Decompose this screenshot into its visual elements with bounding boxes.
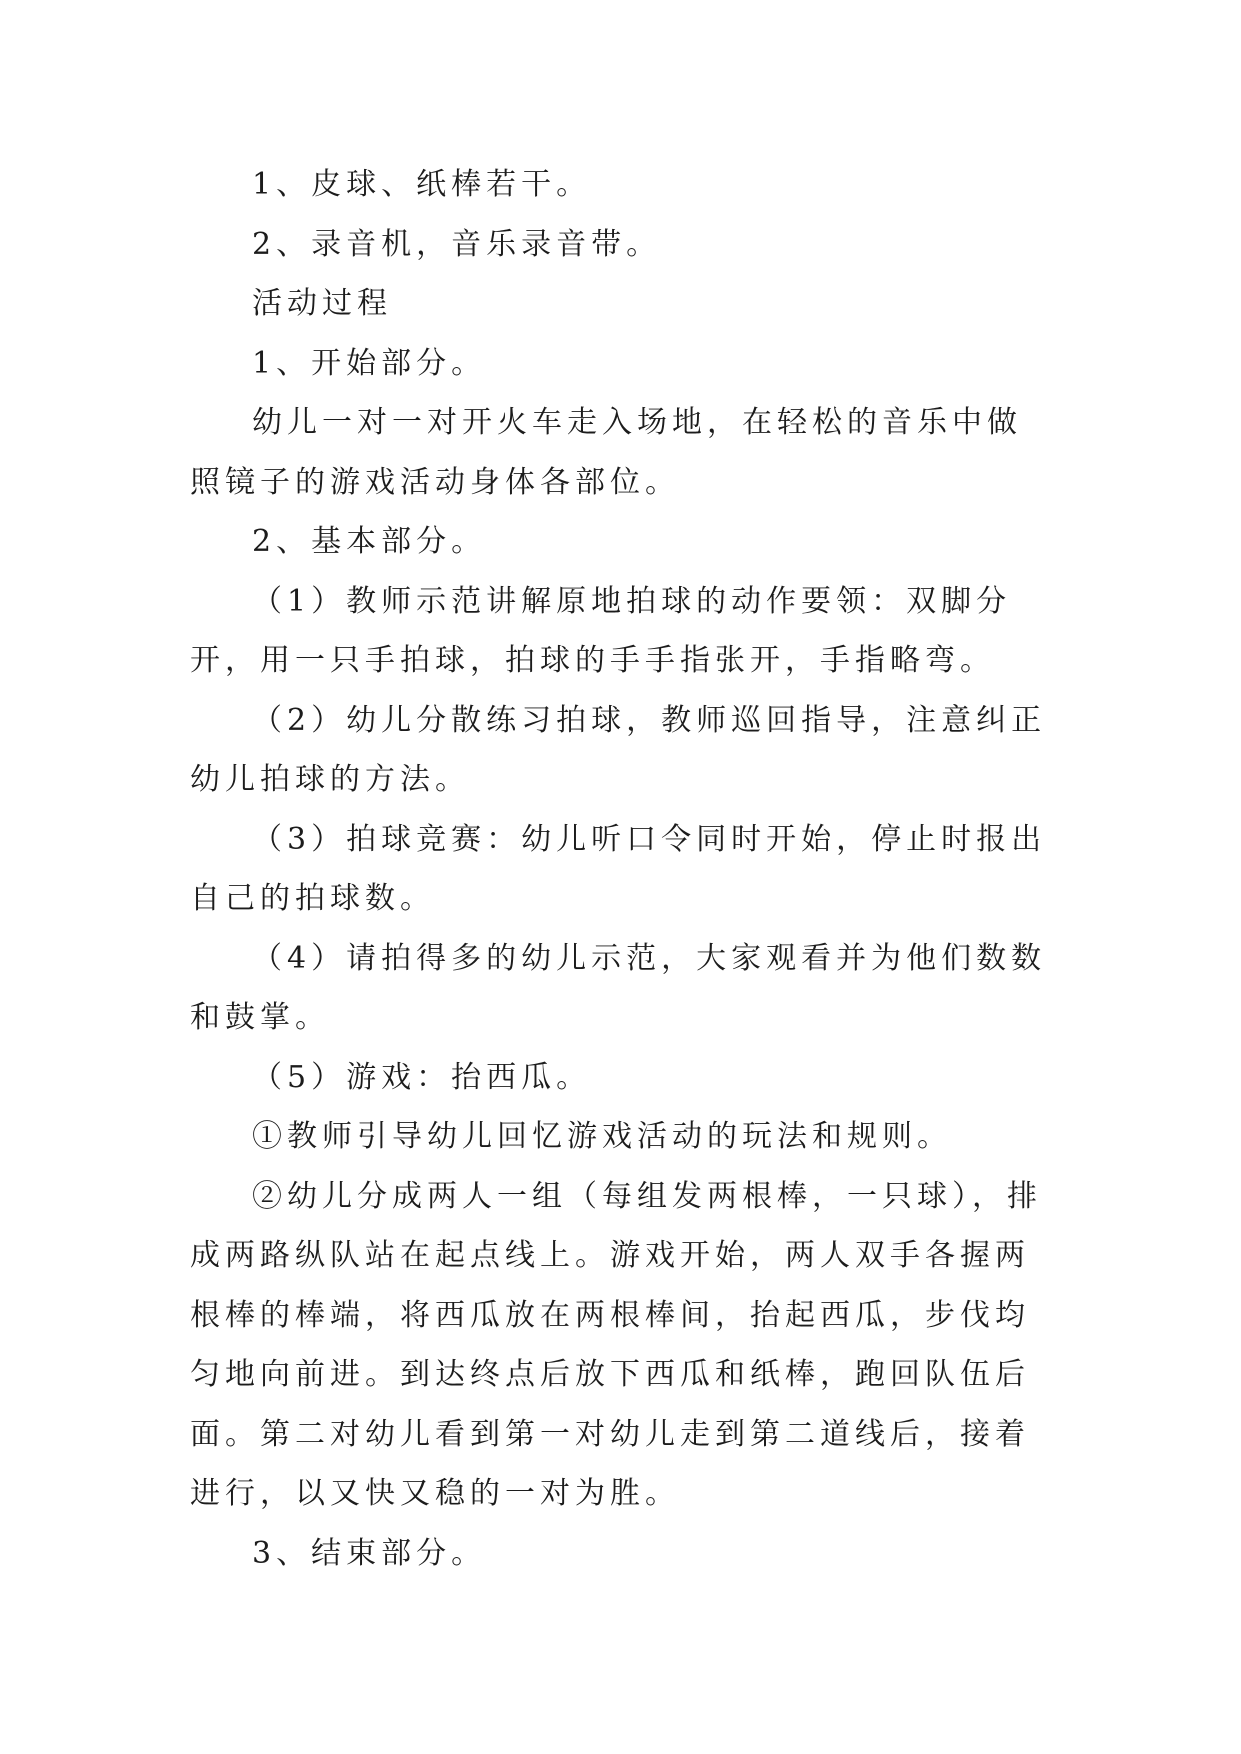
- paragraph-step-5: （5）游戏：抬西瓜。: [252, 1059, 592, 1095]
- paragraph-start-desc: 幼儿一对一对开火车走入场地，在轻松的音乐中做照镜子的游戏活动身体各部位。: [190, 405, 1022, 500]
- paragraph-game-rule-2: ②幼儿分成两人一组（每组发两根棒，一只球），排成两路纵队站在起点线上。游戏开始，两人双手各握两根棒的棒端，将西瓜放在两根棒间，抬起西瓜，步伐均匀地向前进。到达终点后放下西瓜和纸棒，跑回队伍后面。第二对幼儿看到第一对幼儿走到第二道线后，接着进行，以又快又稳的一对为胜。: [190, 1178, 1042, 1511]
- paragraph-materials-2: 2、录音机，音乐录音带。: [252, 226, 662, 262]
- paragraph-materials-1: 1、皮球、纸棒若干。: [252, 167, 592, 202]
- paragraph-step-1: （1）教师示范讲解原地拍球的动作要领：双脚分开，用一只手拍球，拍球的手手指张开，手指略弯。: [190, 583, 1012, 678]
- paragraph-basic-part: 2、基本部分。: [252, 524, 487, 559]
- paragraph-end-part: 3、结束部分。: [252, 1535, 487, 1571]
- paragraph-game-rule-1: ①教师引导幼儿回忆游戏活动的玩法和规则。: [252, 1119, 952, 1154]
- section-heading-activity-process: 活动过程: [252, 286, 392, 321]
- document-page: [190, 155, 1055, 1583]
- paragraph-step-2: （2）幼儿分散练习拍球，教师巡回指导，注意纠正幼儿拍球的方法。: [190, 702, 1047, 797]
- paragraph-step-3: （3）拍球竞赛：幼儿听口令同时开始，停止时报出自己的拍球数。: [190, 821, 1047, 916]
- paragraph-start-part: 1、开始部分。: [252, 345, 487, 381]
- paragraph-step-4: （4）请拍得多的幼儿示范，大家观看并为他们数数和鼓掌。: [190, 940, 1047, 1035]
